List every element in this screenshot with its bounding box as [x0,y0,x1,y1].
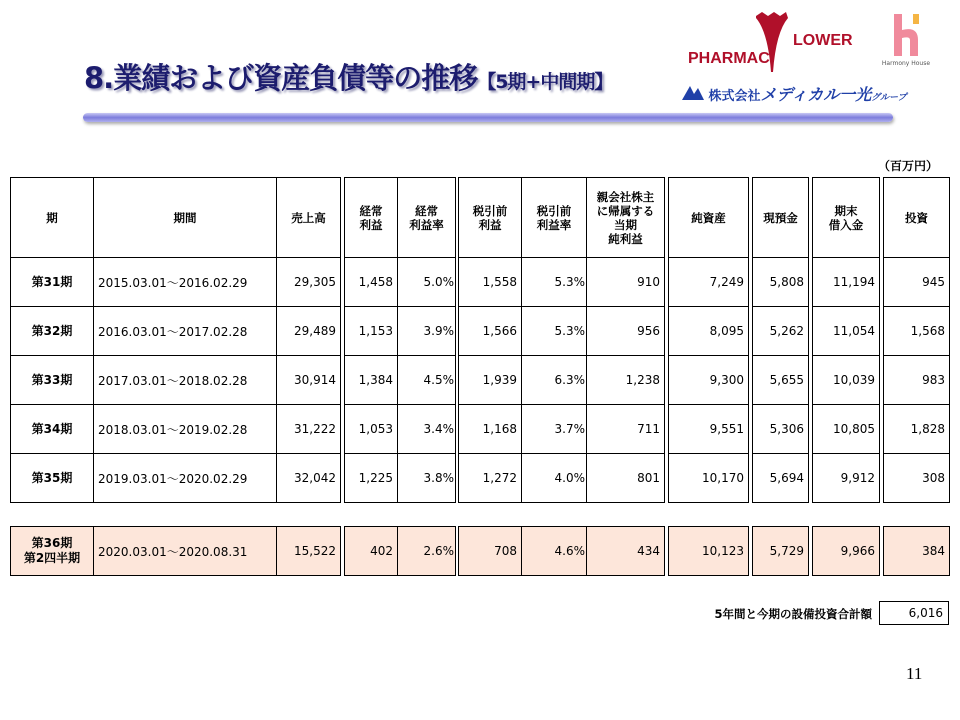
col-header: 経常 利益率 [398,178,456,258]
cell-invest: 384 [884,527,950,576]
col-header: 経常 利益 [345,178,398,258]
cell-debt: 11,054 [813,307,880,356]
cell-cash: 5,808 [753,258,809,307]
cell-ord: 1,384 [345,356,398,405]
table-row [11,405,950,454]
table-row [11,307,950,356]
col-header: 親会社株主 に帰属する 当期 純利益 [587,178,665,258]
logo-text-pharmac: PHARMAC [688,50,770,67]
cell-period: 第31期 [11,258,94,307]
interim-table [10,526,950,576]
logo-text-kabushiki: 株式会社 [708,89,761,104]
cell-cash: 5,655 [753,356,809,405]
cell-sales: 29,305 [277,258,341,307]
cell-equity: 7,249 [669,258,749,307]
capex-total-value: 6,016 [879,601,949,625]
cell-sales: 29,489 [277,307,341,356]
cell-invest: 983 [884,356,950,405]
cell-pretax-rate: 5.3% [522,258,587,307]
cell-ord-rate: 2.6% [398,527,456,576]
cell-range: 2019.03.01～2020.02.29 [94,454,277,503]
cell-period: 第36期 第2四半期 [11,527,94,576]
harmony-house-logo [876,12,936,70]
cell-ord: 402 [345,527,398,576]
cell-net: 801 [587,454,665,503]
cell-ord: 1,458 [345,258,398,307]
logo-text-harmony-house: Harmony House [881,60,931,67]
cell-pretax-rate: 4.0% [522,454,587,503]
cell-cash: 5,306 [753,405,809,454]
cell-period: 第32期 [11,307,94,356]
cell-pretax-rate: 5.3% [522,307,587,356]
cell-pretax-rate: 4.6% [522,527,587,576]
table-header-row [11,178,950,258]
cell-pretax-rate: 6.3% [522,356,587,405]
table-row [11,527,950,576]
cell-debt: 10,805 [813,405,880,454]
col-header: 期間 [94,178,277,258]
cell-sales: 32,042 [277,454,341,503]
table-row [11,454,950,503]
logo-text-medical-ikko: メディカル一光 [760,85,872,104]
logo-text-lower: LOWER [793,32,853,49]
col-header: 純資産 [669,178,749,258]
cell-debt: 11,194 [813,258,880,307]
cell-invest: 945 [884,258,950,307]
cell-sales: 15,522 [277,527,341,576]
cell-equity: 10,170 [669,454,749,503]
logo-text-group: グループ [871,93,907,103]
cell-pretax: 1,272 [459,454,522,503]
table-row [11,258,950,307]
cell-pretax: 1,939 [459,356,522,405]
cell-pretax: 708 [459,527,522,576]
cell-ord-rate: 4.5% [398,356,456,405]
col-header: 税引前 利益 [459,178,522,258]
unit-label: （百万円） [878,159,939,173]
medical-ikko-mark-icon [682,86,704,100]
cell-debt: 9,966 [813,527,880,576]
cell-equity: 10,123 [669,527,749,576]
cell-debt: 9,912 [813,454,880,503]
cell-sales: 31,222 [277,405,341,454]
cell-range: 2020.03.01～2020.08.31 [94,527,277,576]
cell-pretax: 1,168 [459,405,522,454]
cell-ord-rate: 3.8% [398,454,456,503]
cell-invest: 308 [884,454,950,503]
cell-net: 434 [587,527,665,576]
title-underline-bar [83,113,893,122]
cell-invest: 1,828 [884,405,950,454]
cell-net: 1,238 [587,356,665,405]
col-header: 売上高 [277,178,341,258]
col-header: 期末 借入金 [813,178,880,258]
medical-ikko-logo [682,82,907,105]
cell-ord-rate: 5.0% [398,258,456,307]
capex-total-label: 5年間と今期の設備投資合計額 [714,607,872,621]
performance-table [10,177,950,503]
cell-debt: 10,039 [813,356,880,405]
cell-ord: 1,225 [345,454,398,503]
cell-range: 2016.03.01～2017.02.28 [94,307,277,356]
cell-range: 2018.03.01～2019.02.28 [94,405,277,454]
cell-pretax: 1,558 [459,258,522,307]
col-header: 期 [11,178,94,258]
cell-net: 711 [587,405,665,454]
table-row [11,356,950,405]
cell-pretax: 1,566 [459,307,522,356]
col-header: 税引前 利益率 [522,178,587,258]
cell-invest: 1,568 [884,307,950,356]
title-suffix: 【5期+中間期】 [477,71,613,93]
cell-ord: 1,153 [345,307,398,356]
col-header: 投資 [884,178,950,258]
cell-net: 910 [587,258,665,307]
cell-range: 2015.03.01～2016.02.29 [94,258,277,307]
title-main: 8.業績および資産負債等の推移 [84,61,478,95]
harmony-h-icon [888,12,924,58]
cell-ord: 1,053 [345,405,398,454]
cell-equity: 9,300 [669,356,749,405]
cell-net: 956 [587,307,665,356]
cell-ord-rate: 3.9% [398,307,456,356]
pharmacy-flower-logo [688,12,858,74]
cell-sales: 30,914 [277,356,341,405]
cell-cash: 5,694 [753,454,809,503]
cell-period: 第34期 [11,405,94,454]
cell-period: 第33期 [11,356,94,405]
cell-ord-rate: 3.4% [398,405,456,454]
cell-pretax-rate: 3.7% [522,405,587,454]
page-number: 11 [906,664,923,683]
cell-equity: 8,095 [669,307,749,356]
page-title [84,56,612,97]
col-header: 現預金 [753,178,809,258]
cell-equity: 9,551 [669,405,749,454]
cell-cash: 5,262 [753,307,809,356]
cell-range: 2017.03.01～2018.02.28 [94,356,277,405]
cell-cash: 5,729 [753,527,809,576]
cell-period: 第35期 [11,454,94,503]
